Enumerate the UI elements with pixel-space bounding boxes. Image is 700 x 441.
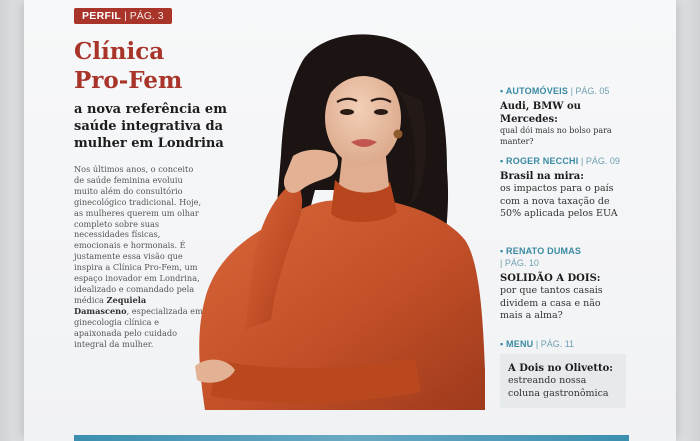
- doctor-name: Zequiela Damasceno: [74, 294, 147, 316]
- rail-subtitle: por que tantos casais dividem a casa e não mais a alma?: [500, 285, 603, 321]
- section-label: PERFIL: [82, 10, 122, 22]
- rail-page: | PÁG. 10: [500, 258, 539, 268]
- bottom-image-strip: [74, 435, 629, 441]
- section-tag: PERFIL | PÁG. 3: [74, 8, 172, 24]
- headline-line-1: Clínica: [74, 38, 165, 65]
- rail-label: • MENU: [500, 339, 534, 349]
- eye-left: [340, 109, 354, 115]
- headline-line-2: Pro-Fem: [74, 67, 183, 94]
- rail-item-renato-dumas[interactable]: [500, 245, 640, 323]
- body-outro: , especializada em ginecologia clínica e apaixonada pelo cuidado integral da mulher.: [74, 305, 203, 349]
- rail-page: | PÁG. 05: [570, 86, 610, 96]
- body-intro: Nos últimos anos, o conceito de saúde feminina evoluiu muito além do consultório ginecológico tradicional. Hoje, as mulheres querem um olhar completo sobre suas necessidades físicas, emocionais e hormonais. É justamente essa visão que inspira a Clínica Pro-Fem, um espaço inovador em Londrina, idealizado e comandado pela médica: [74, 164, 202, 305]
- section-page: PÁG. 3: [129, 10, 164, 22]
- rail-page: | PÁG. 11: [535, 339, 575, 349]
- page-edge-right: [676, 0, 700, 441]
- page-edge-left: [0, 0, 24, 441]
- rail-label: • RENATO DUMAS: [500, 246, 582, 256]
- rail-item-roger-necchi[interactable]: [500, 155, 640, 221]
- rail-title: A Dois no Olivetto:: [508, 363, 613, 374]
- rail-page: | PÁG. 09: [580, 156, 620, 166]
- rail-subtitle: estreando nossa coluna gastronômica: [508, 375, 609, 399]
- portrait-photo: [185, 30, 490, 410]
- rail-title: Brasil na mira:: [500, 171, 584, 182]
- rail-title: SOLIDÃO A DOIS:: [500, 273, 601, 284]
- rail-item-menu-label[interactable]: [500, 338, 640, 350]
- earring: [394, 130, 403, 139]
- rail-subtitle: os impactos para o país com a nova taxação de 50% aplicada pelos EUA: [500, 183, 618, 219]
- rail-label: • ROGER NECCHI: [500, 156, 579, 166]
- rail-subtitle: qual dói mais no bolso para manter?: [500, 126, 612, 146]
- menu-feature-box[interactable]: [500, 354, 626, 408]
- subheadline: a nova referência em saúde integrativa da mulher em Londrina: [74, 102, 227, 151]
- rail-label: • AUTOMÓVEIS: [500, 86, 569, 96]
- rail-title: Audi, BMW ou Mercedes:: [500, 101, 581, 125]
- eye-right: [374, 109, 388, 115]
- rail-item-automoveis[interactable]: [500, 85, 640, 147]
